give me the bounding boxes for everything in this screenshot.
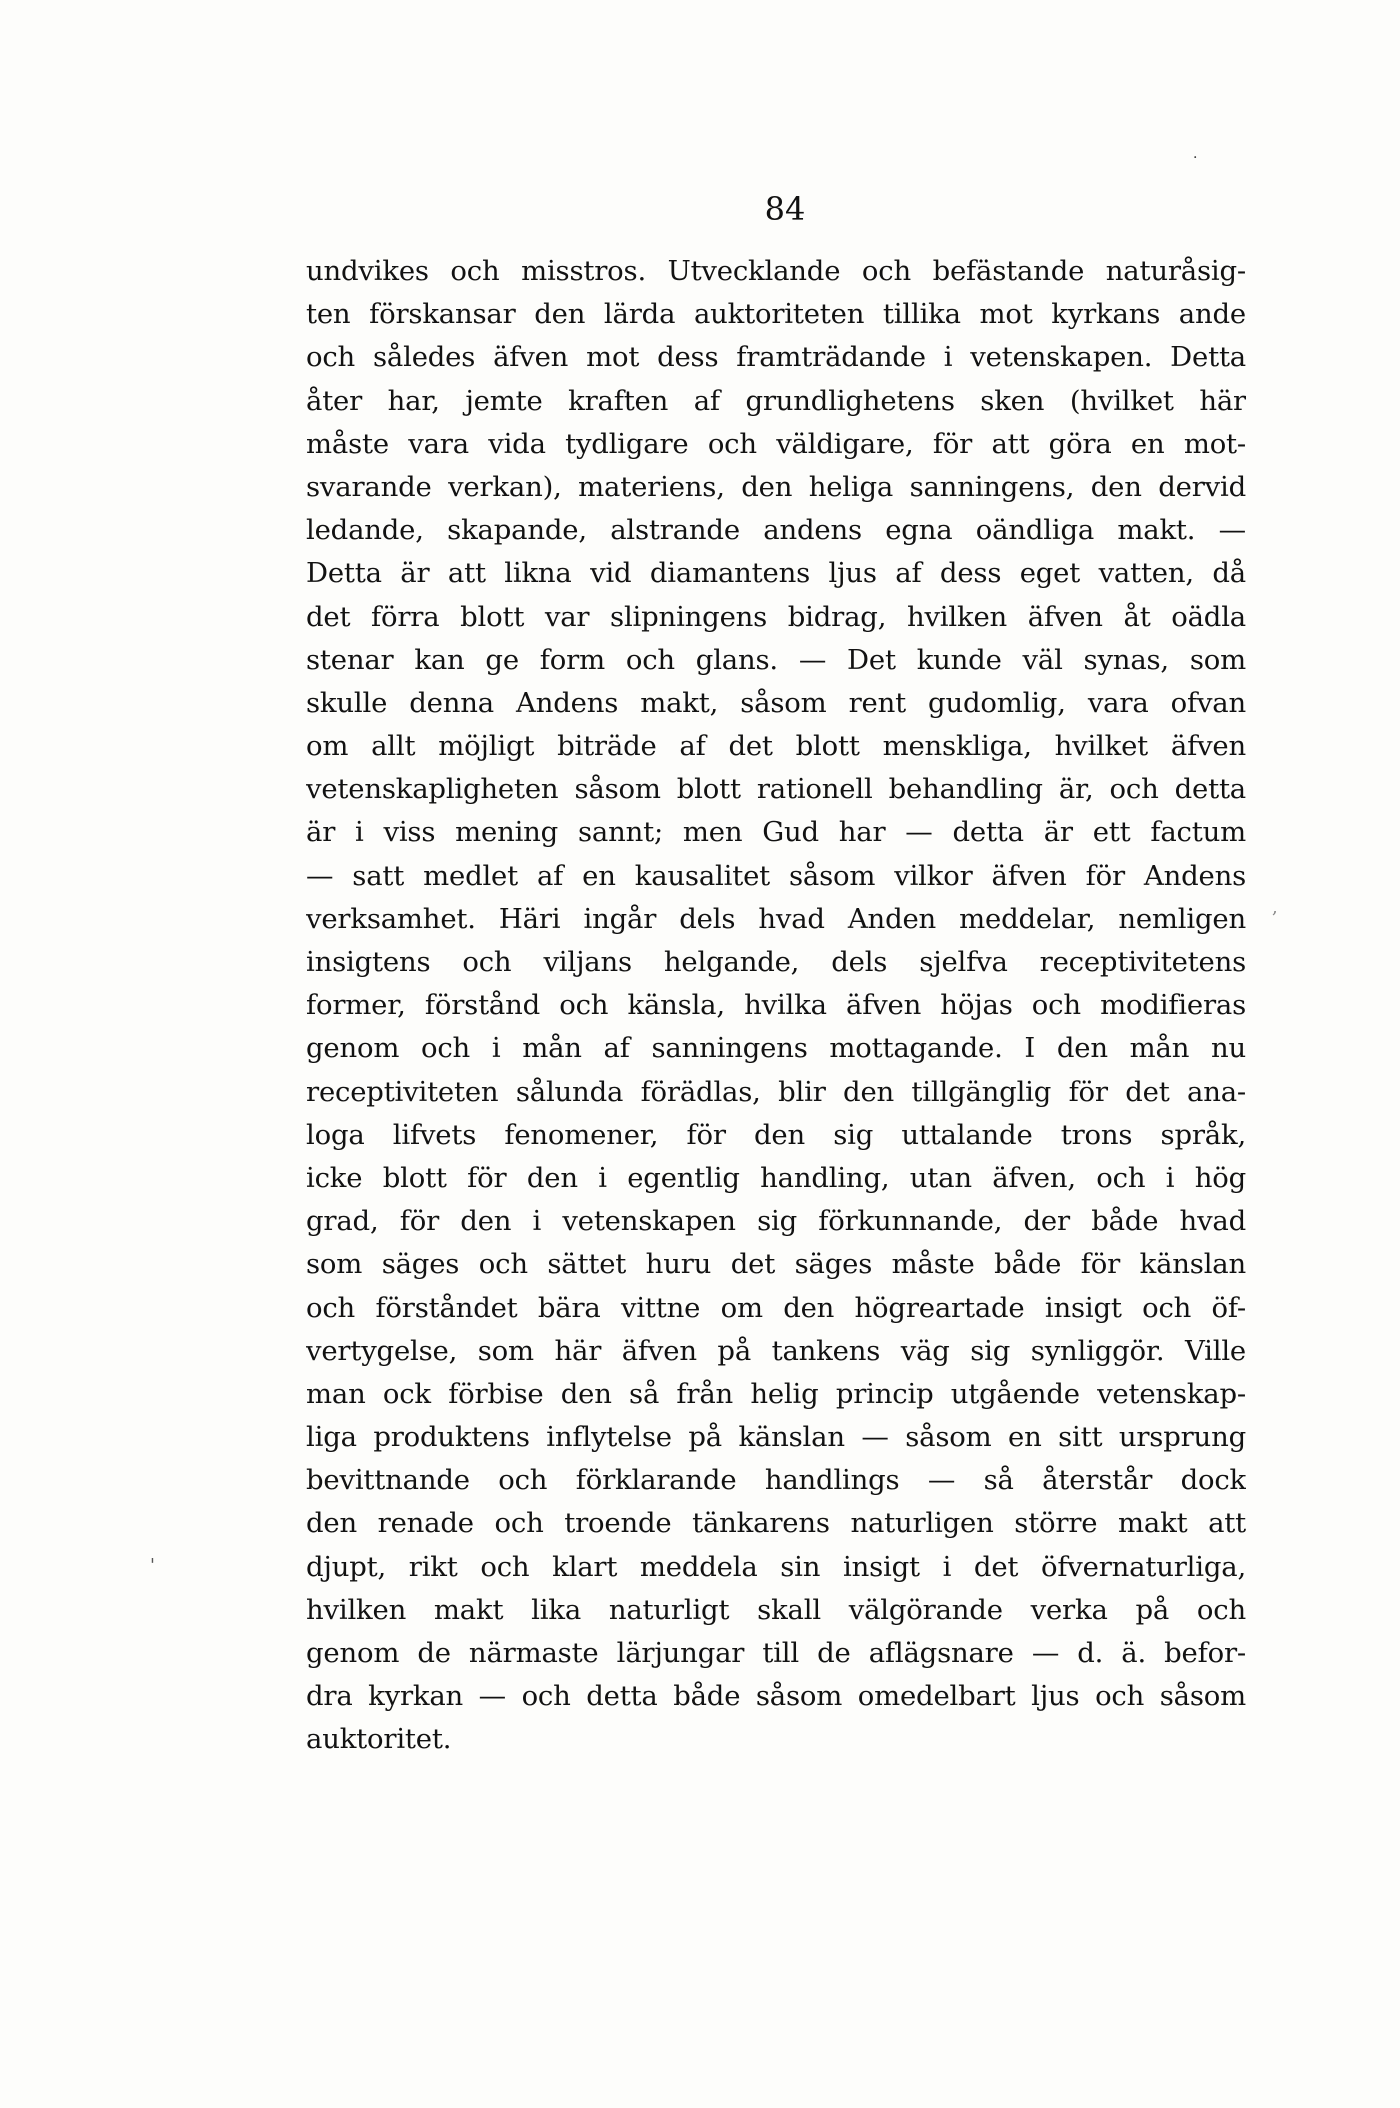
text-line: man ock förbise den så från helig princip utgående vetenskap- bbox=[306, 1377, 1246, 1410]
body-text bbox=[306, 250, 1246, 1762]
text-line: åter har, jemte kraften af grundlighetens sken (hvilket här bbox=[306, 384, 1246, 417]
text-line: insigtens och viljans helgande, dels sjelfva receptivitetens bbox=[306, 946, 1246, 978]
text-line-last: auktoritet. bbox=[306, 1723, 452, 1756]
text-line: genom och i mån af sanningens mottagande. I den mån nu bbox=[306, 1032, 1246, 1065]
stray-tick-mark: ' bbox=[150, 1555, 155, 1576]
text-line: — satt medlet af en kausalitet såsom vilkor äfven för Andens bbox=[306, 859, 1246, 892]
text-line: måste vara vida tydligare och väldigare, för att göra en mot- bbox=[306, 427, 1246, 460]
text-line: skulle denna Andens makt, såsom rent gudomlig, vara ofvan bbox=[306, 686, 1246, 719]
text-line: dra kyrkan — och detta både såsom omedelbart ljus och såsom bbox=[306, 1680, 1246, 1713]
page-number: 84 bbox=[764, 190, 806, 228]
text-line: den renade och troende tänkarens naturligen större makt att bbox=[306, 1507, 1246, 1540]
text-line: icke blott för den i egentlig handling, utan äfven, och i hög bbox=[306, 1161, 1246, 1194]
text-line: svarande verkan), materiens, den heliga sanningens, den dervid bbox=[306, 470, 1246, 503]
stray-comma-mark: , bbox=[1272, 897, 1278, 918]
text-line: bevittnande och förklarande handlings — så återstår dock bbox=[306, 1464, 1246, 1497]
text-line: hvilken makt lika naturligt skall välgörande verka på och bbox=[306, 1593, 1246, 1626]
text-line: loga lifvets fenomener, för den sig uttalande trons språk, bbox=[306, 1118, 1246, 1151]
text-line: och således äfven mot dess framträdande i vetenskapen. Detta bbox=[306, 341, 1246, 374]
text-line: stenar kan ge form och glans. — Det kunde väl synas, som bbox=[306, 643, 1246, 676]
text-line: om allt möjligt biträde af det blott menskliga, hvilket äfven bbox=[306, 730, 1246, 763]
text-line: är i viss mening sannt; men Gud har — detta är ett factum bbox=[306, 816, 1246, 849]
text-line: vetenskapligheten såsom blott rationell behandling är, och detta bbox=[306, 773, 1246, 806]
text-line: undvikes och misstros. Utvecklande och befästande naturåsig- bbox=[306, 255, 1246, 287]
text-line: vertygelse, som här äfven på tankens väg sig synliggör. Ville bbox=[306, 1334, 1246, 1367]
text-line: som säges och sättet huru det säges måste både för känslan bbox=[306, 1248, 1246, 1281]
text-line: verksamhet. Häri ingår dels hvad Anden meddelar, nemligen bbox=[306, 902, 1246, 935]
stray-dot-mark: · bbox=[1193, 150, 1198, 166]
text-line: och förståndet bära vittne om den högreartade insigt och öf- bbox=[306, 1291, 1246, 1324]
text-line: det förra blott var slipningens bidrag, hvilken äfven åt oädla bbox=[306, 600, 1246, 633]
text-line: liga produktens inflytelse på känslan — såsom en sitt ursprung bbox=[306, 1421, 1246, 1454]
text-line: ten förskansar den lärda auktoriteten tillika mot kyrkans ande bbox=[306, 298, 1246, 331]
text-line: receptiviteten sålunda förädlas, blir den tillgänglig för det ana- bbox=[306, 1075, 1246, 1108]
text-line: former, förstånd och känsla, hvilka äfven höjas och modifieras bbox=[306, 989, 1246, 1022]
text-line: djupt, rikt och klart meddela sin insigt i det öfvernaturliga, bbox=[306, 1550, 1246, 1583]
text-line: ledande, skapande, alstrande andens egna oändliga makt. — bbox=[306, 514, 1246, 547]
text-line: grad, för den i vetenskapen sig förkunnande, der både hvad bbox=[306, 1205, 1246, 1238]
text-line: genom de närmaste lärjungar till de aflägsnare — d. ä. befor- bbox=[306, 1637, 1246, 1669]
text-line: Detta är att likna vid diamantens ljus af dess eget vatten, då bbox=[306, 557, 1246, 590]
